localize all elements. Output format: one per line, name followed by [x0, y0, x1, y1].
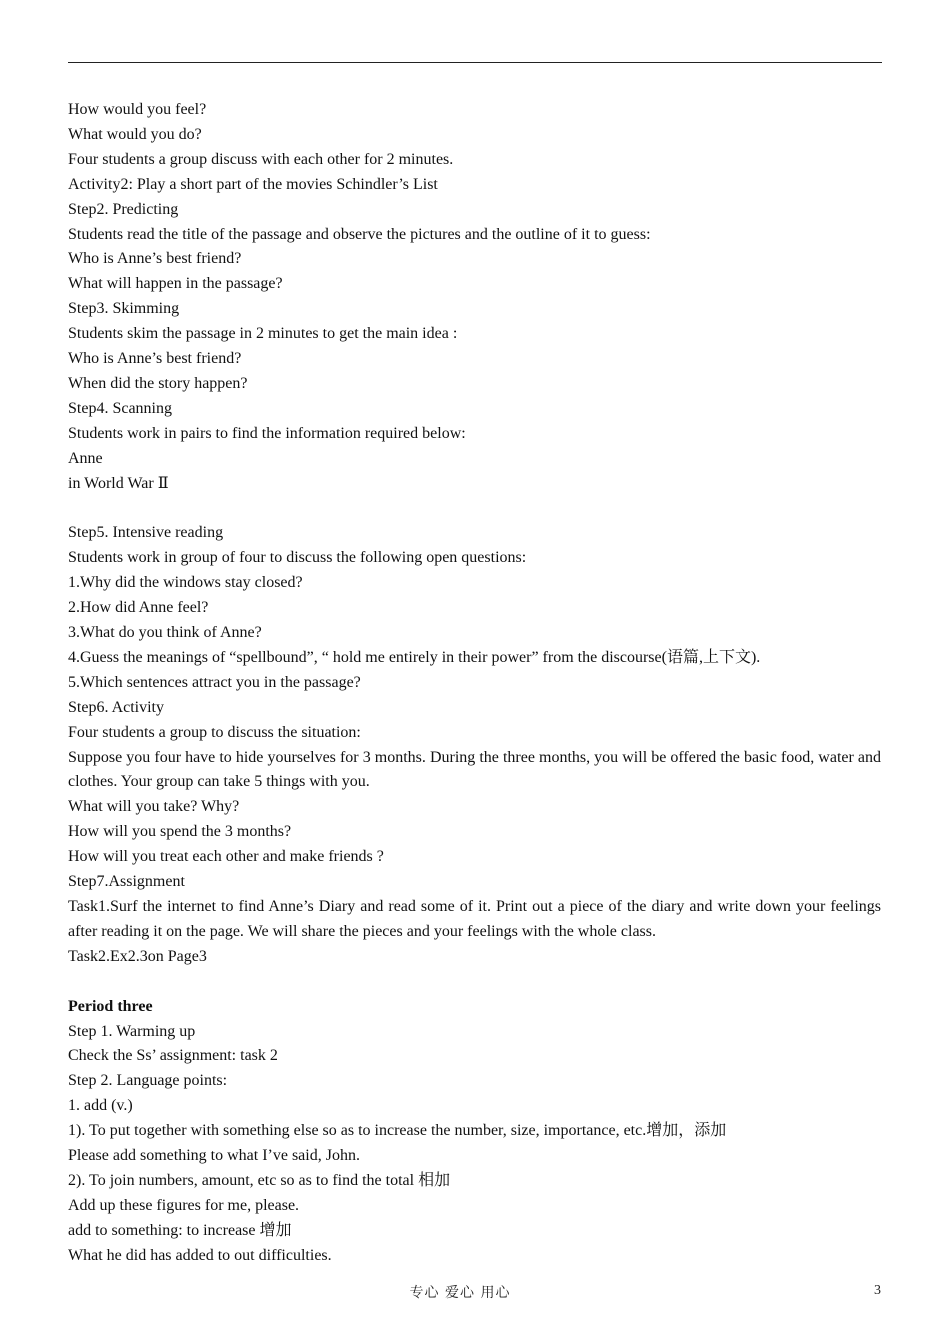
text-line: What would you do? — [68, 125, 202, 143]
step-heading: Step 2. Language points: — [68, 1072, 228, 1090]
question-item: 1.Why did the windows stay closed? — [68, 574, 303, 592]
text-line: Who is Anne’s best friend? — [68, 250, 242, 268]
text-line: 1. add (v.) — [68, 1097, 133, 1115]
text-line: Students skim the passage in 2 minutes to get the main idea : — [68, 325, 458, 343]
text-line: Four students a group to discuss the situation: — [68, 723, 361, 741]
text-line: Students read the title of the passage and observe the pictures and the outline of it to guess: — [68, 225, 651, 243]
text-line: Who is Anne’s best friend? — [68, 350, 242, 368]
text-line: Students work in pairs to find the information required below: — [68, 424, 466, 442]
footer-motto: 专心 爱心 用心 — [409, 1285, 511, 1301]
question-item: 3.What do you think of Anne? — [68, 624, 262, 642]
text-line: Students work in group of four to discuss the following open questions: — [68, 549, 527, 567]
blank-line — [68, 970, 881, 995]
text-line: in World War Ⅱ — [68, 474, 169, 492]
question-item: 5.Which sentences attract you in the passage? — [68, 673, 361, 691]
document-body — [68, 98, 881, 1269]
text-line: 1). To put together with something else so as to increase the number, size, importance, etc.增加，添加 — [68, 1122, 727, 1140]
text-line: Anne — [68, 449, 103, 467]
text-line: Activity2: Play a short part of the movies Schindler’s List — [68, 175, 438, 193]
step-heading: Step3. Skimming — [68, 300, 180, 318]
example-sentence: Please add something to what I’ve said, John. — [68, 1147, 360, 1165]
question-item: 2.How did Anne feel? — [68, 599, 209, 617]
text-line: add to something: to increase 增加 — [68, 1221, 292, 1239]
example-sentence: What he did has added to out difficulties. — [68, 1246, 332, 1264]
example-sentence: Add up these figures for me, please. — [68, 1196, 300, 1214]
text-line: How will you treat each other and make friends ? — [68, 848, 384, 866]
section-heading: Period three — [68, 997, 153, 1015]
text-line: Check the Ss’ assignment: task 2 — [68, 1047, 278, 1065]
step-heading: Step5. Intensive reading — [68, 524, 224, 542]
text-line: How would you feel? — [68, 101, 207, 118]
paragraph: Suppose you four have to hide yourselves for 3 months. During the three months, you will be offered the basic food, water and clothes. Your group can take 5 things with you. — [68, 748, 881, 791]
step-heading: Step2. Predicting — [68, 200, 179, 218]
header-rule — [68, 62, 882, 63]
text-line: What will happen in the passage? — [68, 275, 283, 293]
step-heading: Step 1. Warming up — [68, 1022, 196, 1040]
step-heading: Step4. Scanning — [68, 399, 172, 417]
text-line: What will you take? Why? — [68, 798, 240, 816]
question-item: 4.Guess the meanings of “spellbound”, “ hold me entirely in their power” from the discourse(语篇,上下文). — [68, 648, 761, 666]
blank-line — [68, 497, 881, 522]
text-line: When did the story happen? — [68, 374, 248, 392]
text-line: How will you spend the 3 months? — [68, 823, 292, 841]
page-number: 3 — [874, 1283, 881, 1298]
text-line: Task2.Ex2.3on Page3 — [68, 947, 207, 965]
paragraph: Task1.Surf the internet to find Anne’s Diary and read some of it. Print out a piece of the diary and write down your feelings after reading it on the page. We will share the pieces and your feelings with the whole class. — [68, 897, 881, 940]
step-heading: Step7.Assignment — [68, 873, 185, 891]
text-line: Four students a group discuss with each other for 2 minutes. — [68, 150, 454, 168]
step-heading: Step6. Activity — [68, 698, 164, 716]
text-line: 2). To join numbers, amount, etc so as to find the total 相加 — [68, 1171, 451, 1189]
